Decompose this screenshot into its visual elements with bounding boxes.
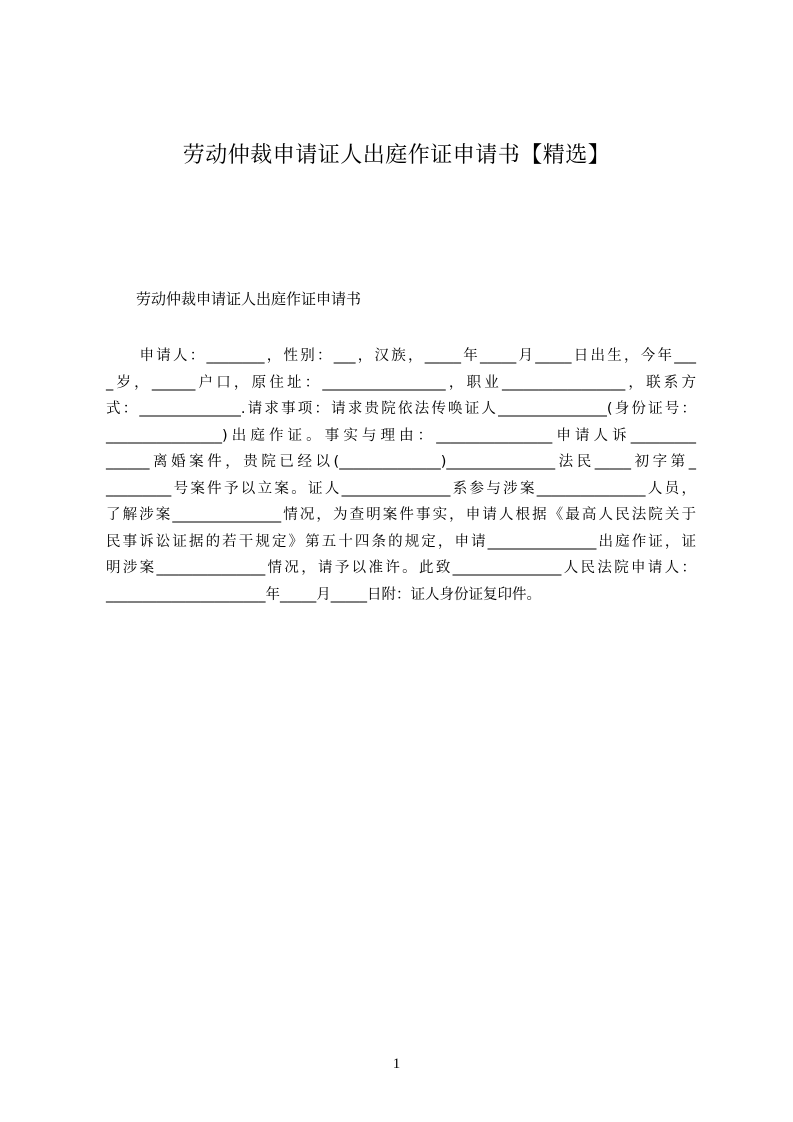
body-line: 申请人：________，性别：___，汉族，_____年_____月_____日出生，今年___ — [106, 348, 696, 364]
document-title: 劳动仲裁申请证人出庭作证申请书【精选】 — [182, 143, 611, 168]
body-line: ______________________年_____月_____日附：证人身份证复印件。 — [106, 586, 541, 603]
body-line: ________________)出庭作证。事实与理由：________________申请人诉_________ — [106, 427, 696, 444]
body-line: 民事诉讼证据的若干规定》第五十四条的规定，申请_______________出庭作证，证 — [106, 533, 696, 550]
body-line: 了解涉案_______________情况，为查明案件事实，申请人根据《最高人民法院关于 — [106, 507, 696, 523]
body-line: _岁，______户口，原住址：_________________，职业_________________，联系方 — [106, 374, 696, 391]
document-subtitle: 劳动仲裁申请证人出庭作证申请书 — [136, 290, 362, 308]
body-line: 明涉案_______________情况，请予以准许。此致_______________人民法院申请人： — [106, 560, 696, 576]
body-line: ______离婚案件，贵院已经以(______________)_______________法民_____初字第_ — [106, 454, 696, 470]
body-line: 式：______________.请求事项：请求贵院依法传唤证人_______________(身份证号： — [106, 401, 696, 417]
document-body — [106, 343, 696, 608]
page-number: 1 — [392, 1056, 401, 1072]
body-line: _________号案件予以立案。证人_______________系参与涉案_______________人员， — [106, 480, 696, 497]
